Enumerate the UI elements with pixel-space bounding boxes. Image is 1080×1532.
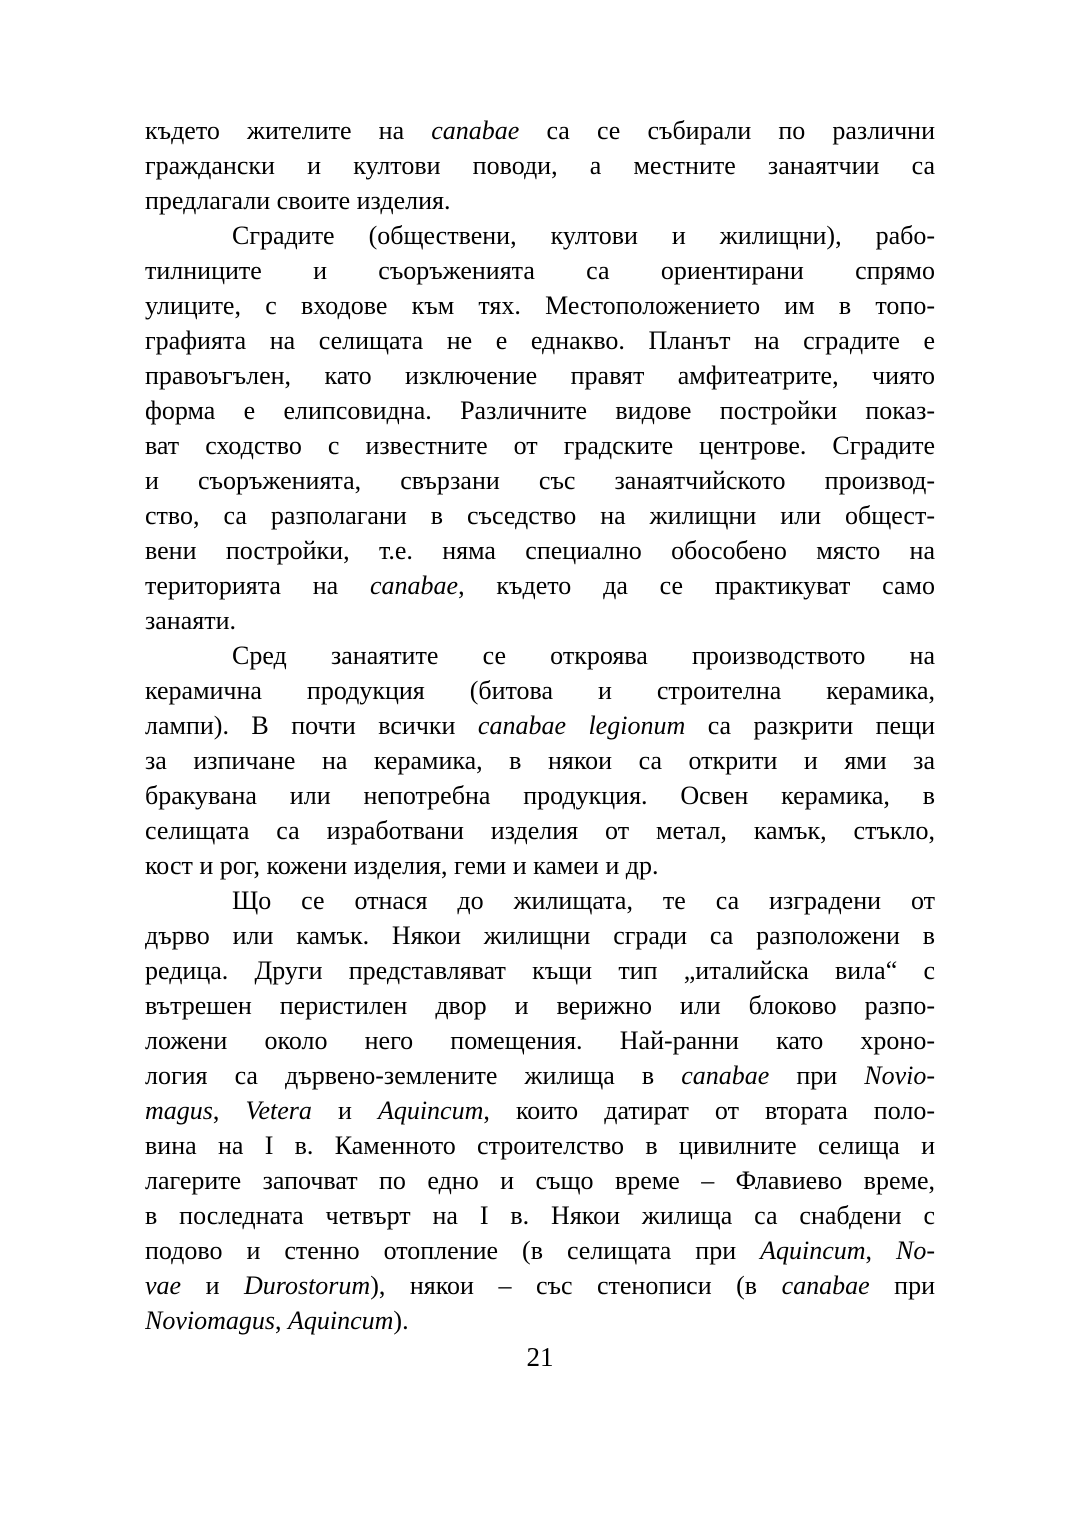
text-line — [145, 428, 935, 463]
latin-italic-term: canabae — [681, 1061, 770, 1090]
text-segment: вина на I в. Каменното строителство в цивилните селища и — [145, 1131, 935, 1160]
text-segment: Сградите (обществени, култови и жилищни), рабо- — [232, 221, 935, 250]
text-segment: , — [865, 1236, 897, 1265]
page-number: 21 — [526, 1342, 554, 1372]
text-segment: предлагали своите изделия. — [145, 186, 451, 215]
latin-italic-term: Aquincum — [288, 1306, 394, 1335]
latin-italic-term: vae — [145, 1271, 182, 1300]
text-line — [145, 1233, 935, 1268]
latin-italic-term: canabae — [370, 571, 459, 600]
latin-italic-term: canabae legionum — [477, 711, 686, 740]
text-line — [145, 673, 935, 708]
text-line — [145, 603, 935, 638]
text-segment: Сред занаятите се откроява производството на — [232, 641, 935, 670]
text-segment: вътрешен перистилен двор и верижно или блоково разпо- — [145, 991, 935, 1020]
text-segment: ложени около него помещения. Най-ранни като хроно- — [145, 1026, 935, 1055]
text-segment: тилниците и съоръженията са ориентирани спрямо — [145, 256, 935, 285]
text-segment: редица. Други представляват къщи тип „италийска вила“ с — [145, 956, 935, 985]
text-segment: в последната четвърт на I в. Някои жилища са снабдени с — [145, 1201, 935, 1230]
text-line — [145, 638, 935, 673]
text-line — [145, 568, 935, 603]
text-segment: логия са дървено-землените жилища в — [145, 1061, 682, 1090]
text-line — [145, 743, 935, 778]
text-line — [145, 1163, 935, 1198]
latin-italic-term: No- — [896, 1236, 935, 1265]
text-segment: лампи). В почти всички — [145, 711, 478, 740]
text-segment: при — [869, 1271, 935, 1300]
text-segment: и — [311, 1096, 378, 1125]
latin-italic-term: Durostorum — [244, 1271, 371, 1300]
text-segment: форма е елипсовидна. Различните видове постройки показ- — [145, 396, 935, 425]
text-segment: са разкрити пещи — [685, 711, 935, 740]
latin-italic-term: Aquincum — [377, 1096, 484, 1125]
text-line — [145, 918, 935, 953]
text-segment: ват сходство с известните от градските центрове. Сградите — [145, 431, 935, 460]
text-line — [145, 988, 935, 1023]
text-segment: и — [181, 1271, 245, 1300]
text-segment: ство, са разполагани в съседство на жилищни или общест- — [145, 501, 935, 530]
text-segment: улиците, с входове към тях. Местоположението им в топо- — [145, 291, 935, 320]
text-line — [145, 1058, 935, 1093]
text-line — [145, 183, 935, 218]
text-segment: ). — [393, 1306, 409, 1335]
text-segment: кост и рог, кожени изделия, геми и камеи и др. — [145, 851, 659, 880]
text-segment: Що се отнася до жилищата, те са изградени от — [232, 886, 935, 915]
text-line — [145, 323, 935, 358]
text-line — [145, 1128, 935, 1163]
text-line — [145, 253, 935, 288]
text-line — [145, 953, 935, 988]
latin-italic-term: Vetera — [245, 1096, 312, 1125]
latin-italic-term: magus — [145, 1096, 213, 1125]
text-line — [145, 708, 935, 743]
text-segment: при — [769, 1061, 865, 1090]
text-line — [145, 113, 935, 148]
text-line — [145, 148, 935, 183]
text-line — [145, 498, 935, 533]
text-line — [145, 358, 935, 393]
text-segment: керамична продукция (битова и строителна керамика, — [145, 676, 935, 705]
text-segment: и съоръженията, свързани със занаятчийското производ- — [145, 466, 935, 495]
latin-italic-term: canabae — [781, 1271, 870, 1300]
text-segment: за изпичане на керамика, в някои са открити и ями за — [145, 746, 935, 775]
text-line — [145, 848, 935, 883]
text-line — [145, 288, 935, 323]
text-segment: където жителите на — [145, 116, 432, 145]
text-line — [145, 1303, 935, 1338]
text-segment: лагерите започват по едно и също време – Флавиево време, — [145, 1166, 935, 1195]
text-segment: , където да се практикуват само — [458, 571, 935, 600]
text-segment: селищата са изработвани изделия от метал, камък, стъкло, — [145, 816, 935, 845]
text-segment: , които датират от втората поло- — [483, 1096, 935, 1125]
text-segment: бракувана или непотребна продукция. Освен керамика, в — [145, 781, 935, 810]
text-segment: графията на селищата не е еднакво. Планът на сградите е — [145, 326, 935, 355]
page-body — [145, 113, 935, 1338]
text-segment: са се събирали по различни — [519, 116, 935, 145]
text-segment: подово и стенно отопление (в селищата при — [145, 1236, 761, 1265]
text-line — [145, 1093, 935, 1128]
text-segment: , — [275, 1306, 288, 1335]
latin-italic-term: Aquincum — [760, 1236, 866, 1265]
text-line — [145, 778, 935, 813]
text-line — [145, 1023, 935, 1058]
latin-italic-term: Novio- — [864, 1061, 935, 1090]
text-line — [145, 463, 935, 498]
text-segment: , — [212, 1096, 246, 1125]
text-segment: правоъгълен, като изключение правят амфитеатрите, чиято — [145, 361, 935, 390]
text-segment: вени постройки, т.е. няма специално обособено място на — [145, 536, 935, 565]
text-line — [145, 1198, 935, 1233]
text-line — [145, 1268, 935, 1303]
text-line — [145, 883, 935, 918]
latin-italic-term: canabae — [431, 116, 520, 145]
latin-italic-term: Noviomagus — [145, 1306, 275, 1335]
text-segment: ), някои – със стенописи (в — [370, 1271, 782, 1300]
text-line — [145, 813, 935, 848]
text-line — [145, 393, 935, 428]
text-segment: граждански и култови поводи, а местните занаятчии са — [145, 151, 935, 180]
text-segment: дърво или камък. Някои жилищни сгради са разположени в — [145, 921, 935, 950]
text-line — [145, 218, 935, 253]
text-segment: занаяти. — [145, 606, 236, 635]
text-segment: територията на — [145, 571, 371, 600]
text-line — [145, 533, 935, 568]
